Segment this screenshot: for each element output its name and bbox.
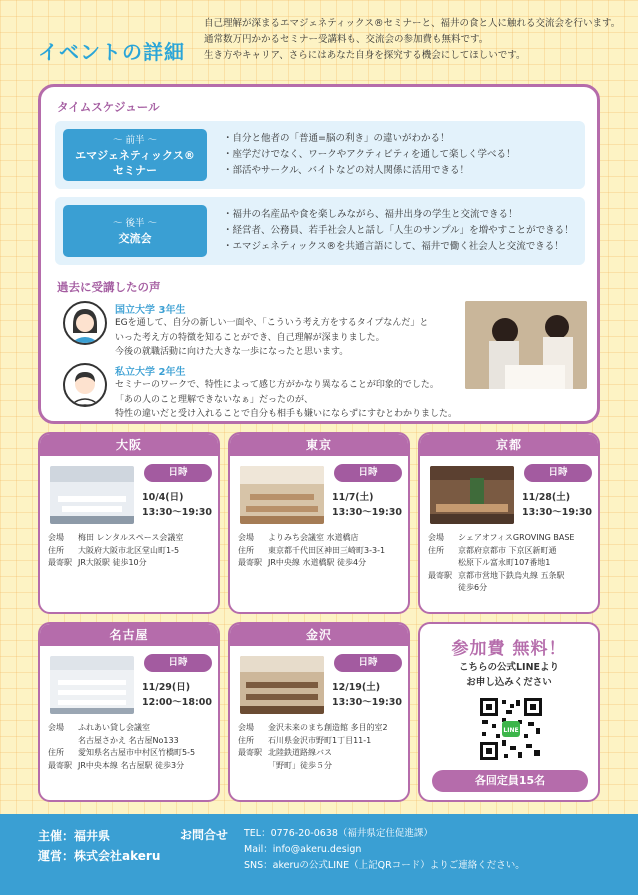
avatar-male-icon [63, 363, 107, 407]
info-val: 金沢未来のまち創造館 多目的室2 [268, 723, 388, 732]
info-key: 会場 [428, 533, 444, 542]
venue-info [48, 722, 195, 772]
time: 13:30〜19:30 [332, 697, 402, 708]
schedule-sub: 〜 後半 〜 [112, 218, 158, 229]
voice-line: 特性の違いだと受け入れることで自分も相手も嫌いにならずにすむとわかりました。 [115, 409, 458, 419]
info-key: 会場 [48, 723, 64, 732]
info-key: 住所 [238, 545, 254, 555]
info-val: 東京都千代田区神田三崎町3-3-1 [268, 545, 386, 555]
venue-photo [50, 466, 134, 524]
point: ・自分と他者の「普通=脳の利き」の違いがわかる！ [223, 133, 450, 144]
date-pill: 日時 [144, 654, 212, 672]
date-pill: 日時 [334, 654, 402, 672]
info-val: 大阪府大阪市北区堂山町1-5 [78, 545, 180, 555]
info-val: 梅田 レンタルスペース会議室 [78, 533, 184, 542]
voice-line: 今後の就職活動に向けた大きな一歩になったと思います。 [115, 347, 349, 357]
info-key: 最寄駅 [48, 558, 72, 567]
organizer-info [38, 826, 160, 866]
date: 11/28(土) [522, 492, 571, 503]
city-name: 大阪 [40, 434, 218, 456]
exchange-label-box [63, 205, 207, 257]
city-name: 京都 [420, 434, 598, 456]
info-key: 住所 [428, 545, 444, 555]
line-qr-code[interactable] [478, 696, 544, 762]
point: ・経営者、公務員、若手社会人と話し「人生のサンプル」を増やすことができる！ [223, 225, 574, 236]
point: ・部活やサークル、バイトなどの対人関係に活用できる！ [223, 165, 469, 176]
date-time [142, 680, 212, 710]
date-time [522, 490, 592, 520]
header [0, 0, 638, 80]
organizer-line: 運営：株式会社akeru [38, 849, 161, 863]
info-key: 会場 [238, 533, 254, 542]
intro-text [204, 16, 624, 64]
info-val: 石川県金沢市野町1丁目11-1 [268, 735, 372, 745]
point: ・エマジェネティックス®を共通言語にして、福井で働く社会人と交流できる！ [223, 241, 564, 252]
time: 13:30〜19:30 [332, 507, 402, 518]
time: 12:00〜18:00 [142, 697, 212, 708]
info-val: 愛知県名古屋市中村区竹橋町5-5 [78, 748, 196, 757]
schedule-row-seminar [55, 121, 585, 189]
time: 13:30〜19:30 [142, 507, 212, 518]
date-pill: 日時 [144, 464, 212, 482]
venue-info [238, 532, 385, 570]
capacity-badge: 各回定員15名 [432, 770, 588, 792]
venue-photo [240, 656, 324, 714]
venue-photo [50, 656, 134, 714]
intro-line: 生き方やキャリア、さらにはあなた自身を探究する機会にしてほしいです。 [204, 50, 526, 61]
city-name: 名古屋 [40, 624, 218, 646]
point: ・福井の名産品や食を楽しみながら、福井出身の学生と交流できる！ [223, 209, 518, 220]
fee-note-line: こちらの公式LINEより [458, 662, 560, 673]
date-time [332, 680, 402, 710]
avatar-female-icon [63, 301, 107, 345]
info-val: シェアオフィスGROVING BASE [458, 533, 575, 542]
date: 10/4(日) [142, 492, 184, 503]
contact-sns: SNS：akeruの公式LINE（上記QRコード）よりご連絡ください。 [244, 860, 525, 871]
info-val: 京都府京都市 下京区新町通 [458, 545, 557, 555]
info-key: 最寄駅 [48, 760, 72, 770]
seminar-label-box [63, 129, 207, 181]
venue-photo [430, 466, 514, 524]
date: 12/19(土) [332, 682, 381, 693]
seminar-points [223, 131, 516, 179]
voices-heading: 過去に受講したの声 [57, 280, 161, 294]
info-key: 最寄駅 [428, 570, 452, 580]
date: 11/7(土) [332, 492, 374, 503]
intro-line: 通常数万円かかるセミナー受講料も、交流会の参加費も無料です。 [204, 34, 489, 45]
info-key: 会場 [48, 533, 64, 542]
fee-note-line: お申し込みください [466, 677, 552, 688]
voice-item [63, 363, 483, 423]
fee-box [418, 622, 600, 802]
city-name: 東京 [230, 434, 408, 456]
voice-line: セミナーのワークで、特性によって感じ方がかなり異なることが印象的でした。 [115, 380, 439, 390]
exchange-points [223, 207, 574, 255]
info-key: 住所 [238, 735, 254, 745]
footer [0, 814, 638, 895]
contact-phone[interactable]: TEL：0776-20-0638（福井県定住促進課） [244, 828, 433, 839]
info-val: よりみち会議室 水道橋店 [268, 533, 359, 542]
info-val: JR中央本線 名古屋駅 徒歩3分 [78, 760, 185, 770]
info-key: 最寄駅 [238, 748, 262, 757]
info-val: 京都市営地下鉄烏丸線 五条駅 [458, 570, 565, 580]
date-pill: 日時 [334, 464, 402, 482]
info-val: JR中央線 水道橋駅 徒歩4分 [268, 558, 367, 567]
voice-author: 私立大学 2年生 [115, 367, 186, 378]
voice-text [115, 378, 457, 422]
students-photo [465, 301, 587, 389]
venue-info [238, 722, 388, 772]
schedule-name: 交流会 [118, 232, 152, 245]
contact-email[interactable]: Mail：info@akeru.design [244, 844, 362, 855]
voice-line: 「あの人のこと理解できないなぁ」だったのが、 [115, 394, 314, 405]
schedule-name: エマジェネティックス® [75, 148, 195, 162]
schedule-heading: タイムスケジュール [57, 100, 160, 114]
contact-label: お問合せ [180, 828, 229, 842]
date-pill: 日時 [524, 464, 592, 482]
page-title: イベントの詳細 [38, 40, 185, 64]
date-time [142, 490, 212, 520]
organizer-line: 主催：福井県 [38, 829, 111, 843]
info-key: 会場 [238, 723, 254, 732]
date-time [332, 490, 402, 520]
voice-line: いった考え方の特徴を知ることができ、自己理解が深まりました。 [115, 332, 385, 343]
city-card-kanazawa [228, 622, 410, 802]
intro-line: 自己理解が深まるエマジェネティックス®セミナーと、福井の食と人に触れる交流会を行います。 [204, 18, 621, 29]
schedule-sub: 〜 前半 〜 [112, 134, 158, 146]
date: 11/29(日) [142, 682, 191, 693]
info-val: JR大阪駅 徒歩10分 [78, 558, 147, 567]
info-key: 住所 [48, 545, 64, 555]
schedule-name: セミナー [113, 163, 157, 177]
city-card-tokyo [228, 432, 410, 614]
venue-info [48, 532, 183, 570]
info-val: 徒歩6分 [458, 583, 488, 592]
info-val: ふれあい貸し会議室 [78, 723, 150, 732]
city-card-nagoya [38, 622, 220, 802]
time: 13:30〜19:30 [522, 507, 592, 518]
voice-text [115, 316, 428, 360]
venue-photo [240, 466, 324, 524]
city-name: 金沢 [230, 624, 408, 646]
schedule-panel [38, 84, 600, 424]
info-val: 「野町」徒歩５分 [268, 760, 332, 770]
info-key: 最寄駅 [238, 558, 262, 567]
voice-author: 国立大学 3年生 [115, 305, 186, 316]
point: ・座学だけでなく、ワークやアクティビティを通して楽しく学べる！ [223, 149, 516, 160]
info-val: 名古屋さかえ 名古屋No133 [78, 735, 179, 745]
voice-line: EGを通して、自分の新しい一面や、「こういう考え方をするタイプなんだ」と [115, 318, 429, 328]
city-card-osaka [38, 432, 220, 614]
voice-item [63, 301, 483, 361]
venue-info [428, 532, 574, 595]
info-val: 松原下ル富永町107番地1 [458, 558, 551, 567]
contact-info [244, 826, 525, 874]
schedule-row-exchange [55, 197, 585, 265]
fee-title: 参加費 無料！ [451, 639, 567, 659]
info-val: 北陸鉄道路線バス [268, 748, 332, 757]
fee-note [420, 660, 598, 690]
qr-line-label: LINE [503, 727, 519, 734]
city-card-kyoto [418, 432, 600, 614]
info-key: 住所 [48, 748, 64, 757]
